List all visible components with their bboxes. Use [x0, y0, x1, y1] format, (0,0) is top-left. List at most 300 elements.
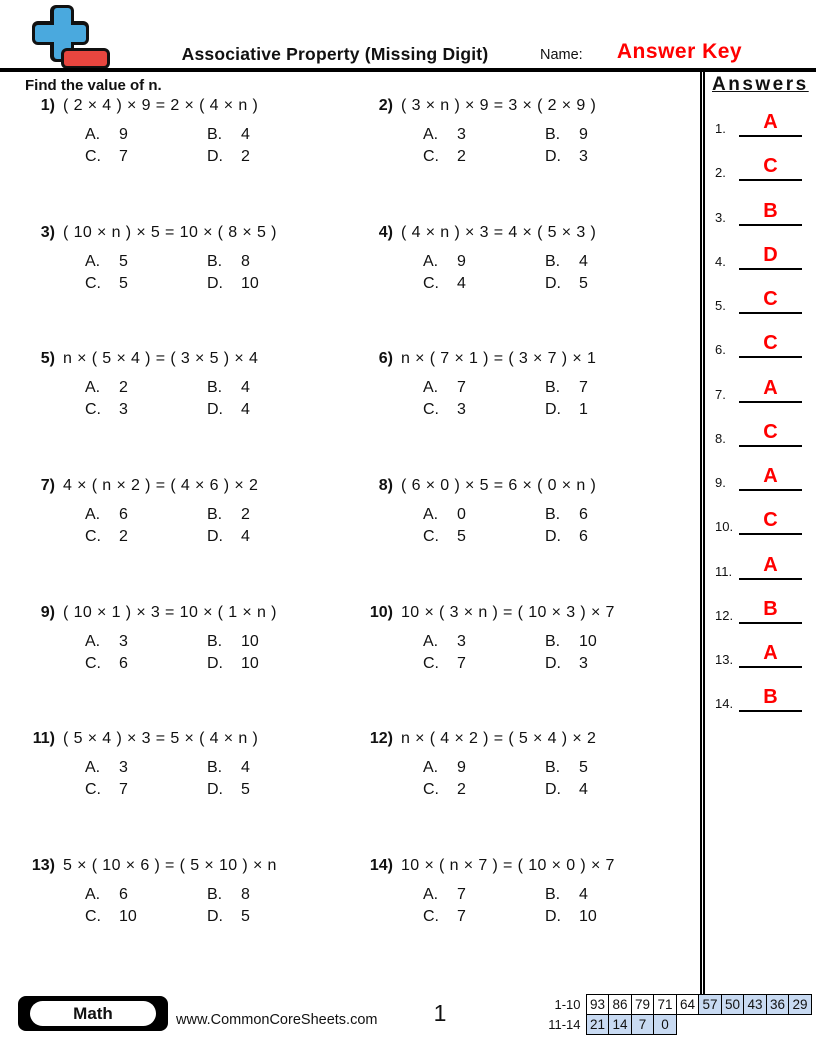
choice-d-value: 10 [241, 274, 259, 292]
score-row [540, 994, 813, 1015]
answer-blank-line [739, 489, 802, 491]
score-cell: 36 [766, 994, 790, 1015]
answer-item-number: 2. [715, 165, 726, 181]
choice-b-value: 9 [579, 126, 588, 143]
choice-d-value: 5 [579, 274, 588, 292]
answer-item-value: A [763, 376, 778, 399]
answer-item-value: A [763, 111, 778, 133]
answer-item-number: 5. [715, 298, 726, 313]
score-cell: 86 [608, 994, 632, 1015]
commoncoresheets-plus-minus-logo-icon [30, 5, 110, 69]
choice-b-value: 8 [241, 886, 250, 904]
choice-d [207, 653, 363, 675]
choice-a [423, 377, 545, 399]
choice-d-label: D. [207, 781, 223, 799]
question-number: 9) [40, 603, 55, 621]
answer-choices [85, 631, 363, 675]
choice-a [85, 124, 207, 146]
choice-b-value: 4 [241, 126, 250, 143]
choice-a-value: 6 [119, 506, 128, 524]
question-equation: ( 10 × n ) × 5 = 10 × ( 8 × 5 ) [63, 223, 277, 241]
answer-item-value: B [763, 686, 778, 709]
choice-b-label: B. [207, 759, 223, 777]
choice-c-label: C. [423, 528, 439, 546]
choice-a-value: 5 [119, 252, 128, 270]
question [363, 95, 685, 222]
question [363, 348, 685, 475]
name-label: Name: [540, 47, 583, 63]
choice-d-value: 10 [579, 908, 597, 926]
choice-c [423, 906, 545, 928]
choice-a-value: 0 [457, 506, 466, 524]
choice-a [85, 884, 207, 906]
answer-item-number: 12. [715, 607, 734, 623]
choice-b [207, 124, 363, 146]
choice-c-label: C. [423, 148, 439, 165]
question-equation: ( 3 × n ) × 9 = 3 × ( 2 × 9 ) [401, 97, 597, 114]
question [25, 728, 363, 855]
choice-a-label: A. [85, 632, 101, 650]
score-cell: 57 [698, 994, 722, 1015]
choice-a [85, 631, 207, 653]
choice-b [545, 377, 685, 399]
choice-c-value: 5 [457, 528, 466, 546]
choice-a [85, 251, 207, 273]
page-number: 1 [433, 1000, 447, 1026]
choice-b-label: B. [207, 632, 223, 650]
choice-a [423, 504, 545, 526]
choice-a-label: A. [423, 126, 439, 143]
choice-a-value: 3 [119, 759, 128, 777]
choice-d [545, 779, 685, 801]
choice-b [207, 631, 363, 653]
choice-d-value: 4 [241, 528, 250, 546]
choice-c [423, 146, 545, 168]
choice-c [85, 273, 207, 295]
answer-choices [423, 757, 685, 801]
instruction-text: Find the value of n. [25, 77, 162, 94]
choice-b-label: B. [545, 252, 561, 270]
choice-d [545, 906, 685, 928]
answer-item [715, 413, 802, 447]
answer-item-value: A [763, 553, 778, 576]
website-text: www.CommonCoreSheets.com [176, 1012, 378, 1028]
choice-d-label: D. [207, 528, 223, 546]
question [25, 475, 363, 602]
question-number: 4) [378, 223, 393, 241]
answer-item-value: B [763, 597, 778, 620]
answer-blank-line [739, 445, 802, 447]
answer-item-value: C [763, 332, 778, 355]
choice-b-label: B. [545, 506, 561, 524]
choice-c [85, 653, 207, 675]
answer-blank-line [739, 179, 802, 181]
answer-item-value: C [763, 155, 778, 178]
question-equation: n × ( 5 × 4 ) = ( 3 × 5 ) × 4 [63, 350, 259, 368]
answer-item [715, 192, 802, 226]
worksheet-title: Associative Property (Missing Digit) [181, 44, 489, 64]
question-number: 5) [40, 350, 55, 368]
choice-c-label: C. [85, 781, 101, 799]
choice-c-value: 7 [119, 148, 128, 165]
choice-c-label: C. [85, 274, 101, 292]
question-number: 2) [378, 97, 393, 114]
question-number: 8) [378, 477, 393, 495]
choice-b-label: B. [545, 886, 561, 904]
score-cell: 50 [721, 994, 745, 1015]
answer-blank-line [739, 268, 802, 270]
choice-b-label: B. [545, 126, 561, 143]
choice-c-label: C. [423, 781, 439, 799]
choice-a [423, 124, 545, 146]
choice-c-label: C. [423, 401, 439, 419]
choice-d-value: 5 [241, 781, 250, 799]
choice-b [207, 504, 363, 526]
questions-grid [25, 95, 685, 982]
answer-item-number: 4. [715, 253, 726, 269]
choice-d-label: D. [207, 401, 223, 419]
choice-a-label: A. [85, 126, 101, 143]
answer-item-value: A [763, 465, 778, 487]
choice-b [545, 884, 685, 906]
choice-b-label: B. [207, 506, 223, 524]
choice-b-label: B. [545, 759, 561, 777]
choice-c-value: 6 [119, 654, 128, 672]
choice-c-label: C. [423, 908, 439, 926]
question-number: 11) [32, 730, 55, 748]
choice-c-value: 7 [457, 654, 466, 672]
choice-d-value: 3 [579, 148, 588, 165]
choice-c-value: 10 [119, 908, 137, 926]
answer-choices [85, 504, 363, 548]
choice-d-label: D. [207, 148, 223, 165]
answer-item [715, 678, 802, 712]
choice-c-label: C. [85, 401, 101, 419]
choice-d [207, 906, 363, 928]
choice-b-label: B. [207, 252, 223, 270]
question-number: 7) [40, 477, 55, 495]
choice-b-label: B. [545, 379, 561, 397]
choice-a [85, 377, 207, 399]
choice-a-value: 3 [457, 126, 466, 143]
choice-b [207, 377, 363, 399]
choice-a-label: A. [85, 886, 101, 904]
answer-item [715, 236, 802, 270]
answer-item-number: 7. [715, 386, 726, 402]
question-equation: 5 × ( 10 × 6 ) = ( 5 × 10 ) × n [63, 857, 277, 875]
choice-a-label: A. [85, 252, 101, 270]
choice-a-value: 9 [119, 126, 128, 143]
choice-c-label: C. [85, 528, 101, 546]
choice-d-value: 2 [241, 148, 250, 165]
answer-item [715, 546, 802, 580]
choice-a-value: 6 [119, 886, 128, 904]
choice-c-label: C. [85, 908, 101, 926]
question-number: 12) [369, 730, 393, 748]
choice-b-label: B. [545, 632, 561, 650]
subject-badge [18, 996, 168, 1031]
answer-choices [85, 884, 363, 928]
choice-b [545, 757, 685, 779]
question-equation: 10 × ( 3 × n ) = ( 10 × 3 ) × 7 [401, 603, 615, 621]
score-cell: 0 [653, 1014, 677, 1035]
question-number: 6) [378, 350, 393, 368]
score-row [540, 1014, 813, 1035]
question-number: 13) [31, 857, 55, 875]
answer-blank-line [739, 578, 802, 580]
answer-choices [85, 251, 363, 295]
choice-d-label: D. [545, 908, 561, 926]
question [363, 222, 685, 349]
score-cell: 7 [631, 1014, 655, 1035]
choice-d-label: D. [545, 654, 561, 672]
score-table [540, 994, 813, 1035]
choice-c [423, 273, 545, 295]
header-divider [0, 68, 816, 72]
choice-a-value: 7 [457, 379, 466, 397]
choice-a-value: 7 [457, 886, 466, 904]
choice-d-value: 1 [579, 401, 588, 419]
choice-b [207, 757, 363, 779]
question-equation: n × ( 7 × 1 ) = ( 3 × 7 ) × 1 [401, 350, 597, 368]
choice-c-value: 2 [457, 781, 466, 799]
choice-a [85, 757, 207, 779]
choice-d-value: 3 [579, 654, 588, 672]
choice-b-value: 10 [241, 632, 259, 650]
question-equation: 4 × ( n × 2 ) = ( 4 × 6 ) × 2 [63, 477, 259, 495]
answer-choices [423, 504, 685, 548]
subject-badge-label: Math [30, 1001, 156, 1026]
choice-b-label: B. [207, 886, 223, 904]
choice-b [545, 251, 685, 273]
answer-item [715, 369, 802, 403]
choice-b [207, 884, 363, 906]
choice-a-label: A. [423, 379, 439, 397]
answer-choices [423, 377, 685, 421]
question-number: 3) [40, 223, 55, 241]
choice-a-value: 2 [119, 379, 128, 397]
answer-choices [85, 757, 363, 801]
choice-c-value: 3 [457, 401, 466, 419]
answer-blank-line [739, 622, 802, 624]
choice-a-value: 9 [457, 252, 466, 270]
choice-c [423, 779, 545, 801]
choice-b-label: B. [207, 126, 223, 143]
choice-a [423, 884, 545, 906]
choice-d [545, 146, 685, 168]
choice-c-label: C. [423, 654, 439, 672]
question [25, 222, 363, 349]
score-row-label: 1-10 [554, 997, 581, 1012]
choice-b-value: 5 [579, 759, 588, 777]
answer-item-number: 14. [715, 696, 734, 712]
choice-b-value: 8 [241, 252, 250, 270]
question [363, 855, 685, 982]
choice-d [207, 779, 363, 801]
answer-item [715, 501, 802, 535]
answer-choices [423, 251, 685, 295]
choice-b-value: 2 [241, 506, 250, 524]
choice-c [85, 779, 207, 801]
choice-a [85, 504, 207, 526]
question [25, 602, 363, 729]
score-cell: 43 [743, 994, 767, 1015]
choice-d [207, 273, 363, 295]
choice-a-value: 9 [457, 759, 466, 777]
choice-b [545, 631, 685, 653]
choice-b [545, 504, 685, 526]
choice-c-value: 2 [457, 148, 466, 165]
answer-item [715, 590, 802, 624]
choice-c-value: 4 [457, 274, 466, 292]
answer-item-number: 1. [715, 121, 726, 136]
answer-blank-line [739, 224, 802, 226]
question [363, 602, 685, 729]
choice-a-label: A. [85, 759, 101, 777]
choice-b-value: 7 [579, 379, 588, 397]
choice-d [545, 273, 685, 295]
choice-d-label: D. [545, 401, 561, 419]
choice-c [423, 526, 545, 548]
answer-item [715, 324, 802, 358]
answer-item-number: 9. [715, 475, 726, 490]
choice-b-value: 6 [579, 506, 588, 524]
choice-a-label: A. [423, 506, 439, 524]
choice-c [85, 526, 207, 548]
answer-blank-line [739, 356, 802, 358]
choice-d-value: 6 [579, 528, 588, 546]
answer-blank-line [739, 401, 802, 403]
choice-a [423, 757, 545, 779]
choice-c [85, 399, 207, 421]
choice-b-label: B. [207, 379, 223, 397]
score-cell: 79 [631, 994, 655, 1015]
choice-a-label: A. [423, 252, 439, 270]
question-equation: ( 5 × 4 ) × 3 = 5 × ( 4 × n ) [63, 730, 259, 748]
score-cell: 71 [653, 994, 677, 1015]
choice-a-value: 3 [457, 632, 466, 650]
choice-a-label: A. [423, 632, 439, 650]
choice-d-label: D. [545, 274, 561, 292]
choice-c-value: 7 [119, 781, 128, 799]
answer-choices [423, 884, 685, 928]
answer-item-number: 6. [715, 342, 726, 358]
score-cell: 14 [608, 1014, 632, 1035]
answer-item-number: 10. [715, 519, 734, 535]
answer-item [715, 634, 802, 668]
choice-c-label: C. [85, 148, 101, 165]
choice-c [85, 146, 207, 168]
answer-blank-line [739, 533, 802, 535]
choice-a [423, 631, 545, 653]
answer-blank-line [739, 666, 802, 668]
answer-item-value: B [763, 199, 778, 222]
name-value-answer-key: Answer Key [616, 40, 743, 63]
choice-d-label: D. [545, 781, 561, 799]
choice-d [545, 526, 685, 548]
question [25, 855, 363, 982]
choice-d [207, 526, 363, 548]
answer-blank-line [739, 135, 802, 137]
question-equation: ( 4 × n ) × 3 = 4 × ( 5 × 3 ) [401, 223, 597, 241]
answers-panel [700, 72, 816, 994]
answer-item [715, 147, 802, 181]
choice-a-label: A. [85, 506, 101, 524]
answer-item-value: C [763, 288, 778, 310]
choice-d-label: D. [207, 654, 223, 672]
question [363, 728, 685, 855]
choice-d [207, 399, 363, 421]
score-row-label: 11-14 [548, 1016, 581, 1032]
answers-panel-title: Answers [712, 74, 809, 95]
answer-item-number: 11. [715, 563, 733, 579]
choice-a-label: A. [423, 886, 439, 904]
choice-d-value: 4 [579, 781, 588, 799]
answer-choices [423, 124, 685, 168]
answer-item-value: D [763, 243, 778, 266]
choice-d-label: D. [207, 908, 223, 926]
question-equation: ( 2 × 4 ) × 9 = 2 × ( 4 × n ) [63, 97, 259, 114]
choice-d-label: D. [207, 274, 223, 292]
choice-d-value: 4 [241, 401, 250, 419]
answer-item-value: A [763, 642, 778, 664]
question-number: 14) [369, 857, 393, 875]
choice-a-value: 3 [119, 632, 128, 650]
choice-b-value: 4 [579, 252, 588, 270]
question-equation: ( 10 × 1 ) × 3 = 10 × ( 1 × n ) [63, 603, 277, 621]
question-number: 10) [369, 603, 393, 621]
answer-blank-line [739, 312, 802, 314]
choice-c-label: C. [85, 654, 101, 672]
choice-d-value: 10 [241, 654, 259, 672]
choice-c-value: 2 [119, 528, 128, 546]
choice-a-label: A. [423, 759, 439, 777]
question-equation: n × ( 4 × 2 ) = ( 5 × 4 ) × 2 [401, 730, 597, 748]
choice-b [545, 124, 685, 146]
choice-d-label: D. [545, 528, 561, 546]
choice-b-value: 4 [241, 379, 250, 397]
answer-choices [85, 124, 363, 168]
choice-b-value: 4 [579, 886, 588, 904]
answer-item-number: 8. [715, 430, 726, 446]
score-cell: 93 [586, 994, 610, 1015]
choice-d-label: D. [545, 148, 561, 165]
question-equation: ( 6 × 0 ) × 5 = 6 × ( 0 × n ) [401, 477, 597, 495]
score-cell: 21 [586, 1014, 610, 1035]
answer-item-value: C [763, 420, 778, 443]
choice-c [423, 399, 545, 421]
answer-item-number: 13. [715, 652, 734, 667]
score-cell: 64 [676, 994, 700, 1015]
answer-choices [423, 631, 685, 675]
choice-b-value: 10 [579, 632, 597, 650]
question [25, 95, 363, 222]
choice-d-value: 5 [241, 908, 250, 926]
choice-d [545, 399, 685, 421]
choice-a [423, 251, 545, 273]
choice-c-label: C. [423, 274, 439, 292]
choice-c [423, 653, 545, 675]
choice-a-label: A. [85, 379, 101, 397]
question-equation: 10 × ( n × 7 ) = ( 10 × 0 ) × 7 [401, 857, 615, 875]
score-cell: 29 [788, 994, 812, 1015]
choice-c-value: 5 [119, 274, 128, 292]
answer-choices [85, 377, 363, 421]
question-number: 1) [40, 97, 55, 114]
choice-b-value: 4 [241, 759, 250, 777]
choice-c-value: 7 [457, 908, 466, 926]
choice-d [545, 653, 685, 675]
